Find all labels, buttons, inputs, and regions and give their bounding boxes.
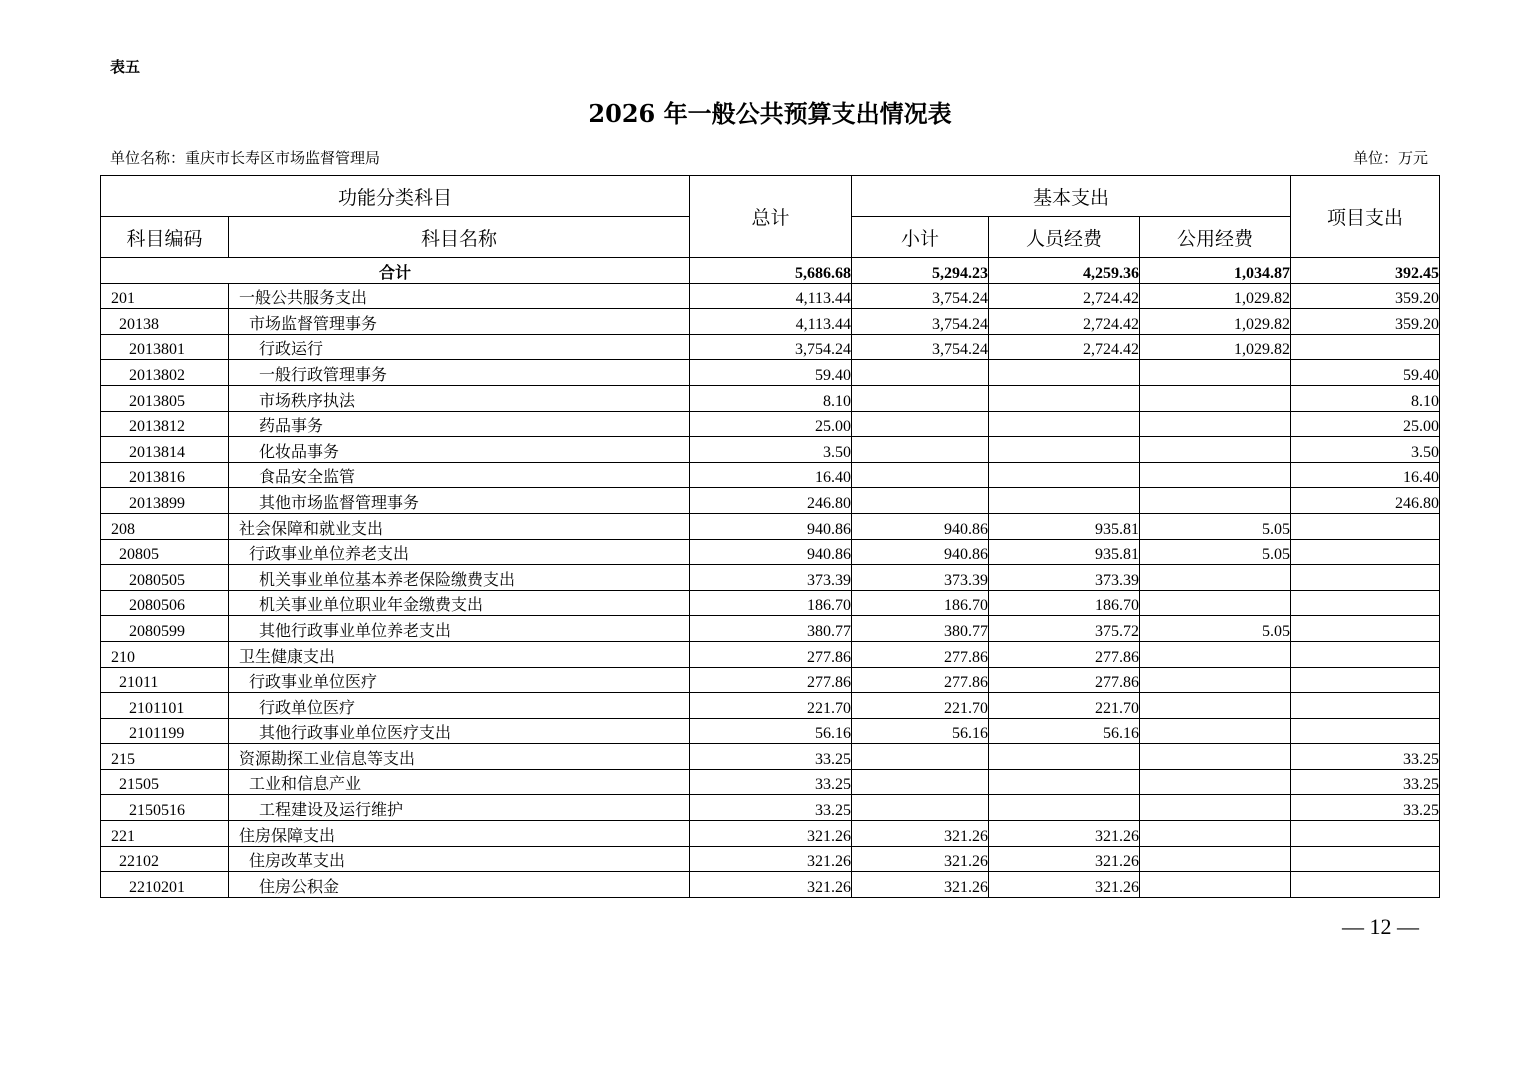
cell-public (1140, 744, 1291, 770)
cell-code: 2150516 (101, 795, 229, 821)
cell-code: 2101101 (101, 693, 229, 719)
cell-personnel: 935.81 (989, 513, 1140, 539)
header-functional-category: 功能分类科目 (101, 176, 690, 217)
cell-public (1140, 590, 1291, 616)
cell-name: 其他市场监督管理事务 (229, 488, 690, 514)
cell-total: 940.86 (690, 539, 852, 565)
cell-total: 59.40 (690, 360, 852, 386)
cell-personnel: 321.26 (989, 872, 1140, 898)
cell-personnel (989, 462, 1140, 488)
cell-code: 20805 (101, 539, 229, 565)
cell-personnel (989, 795, 1140, 821)
cell-total: 277.86 (690, 667, 852, 693)
header-project: 项目支出 (1291, 176, 1440, 258)
cell-subtotal (852, 462, 989, 488)
cell-code: 2013814 (101, 437, 229, 463)
cell-code: 2101199 (101, 718, 229, 744)
cell-name: 市场秩序执法 (229, 385, 690, 411)
cell-total: 3,754.24 (690, 334, 852, 360)
table-row (101, 385, 1440, 411)
cell-project (1291, 513, 1440, 539)
cell-code: 21011 (101, 667, 229, 693)
cell-project: 33.25 (1291, 769, 1440, 795)
cell-personnel (989, 437, 1140, 463)
cell-subtotal (852, 385, 989, 411)
cell-total: 33.25 (690, 769, 852, 795)
cell-subtotal (852, 437, 989, 463)
table-row (101, 437, 1440, 463)
table-row (101, 641, 1440, 667)
cell-code: 2013899 (101, 488, 229, 514)
cell-personnel: 2,724.42 (989, 309, 1140, 335)
cell-total: 277.86 (690, 641, 852, 667)
cell-name: 一般行政管理事务 (229, 360, 690, 386)
cell-public: 1,029.82 (1140, 283, 1291, 309)
cell-name: 工业和信息产业 (229, 769, 690, 795)
cell-total: 25.00 (690, 411, 852, 437)
cell-name: 化妆品事务 (229, 437, 690, 463)
cell-name: 食品安全监管 (229, 462, 690, 488)
cell-public (1140, 718, 1291, 744)
cell-name: 住房改革支出 (229, 846, 690, 872)
header-public: 公用经费 (1140, 217, 1291, 258)
cell-subtotal: 186.70 (852, 590, 989, 616)
cell-personnel: 277.86 (989, 667, 1140, 693)
table-row (101, 846, 1440, 872)
cell-project (1291, 641, 1440, 667)
cell-name: 住房公积金 (229, 872, 690, 898)
cell-public: 1,029.82 (1140, 309, 1291, 335)
cell-name: 一般公共服务支出 (229, 283, 690, 309)
table-row (101, 616, 1440, 642)
cell-code: 20138 (101, 309, 229, 335)
cell-project (1291, 821, 1440, 847)
cell-project (1291, 334, 1440, 360)
cell-subtotal (852, 795, 989, 821)
cell-total: 56.16 (690, 718, 852, 744)
cell-personnel: 935.81 (989, 539, 1140, 565)
cell-total: 940.86 (690, 513, 852, 539)
table-row (101, 718, 1440, 744)
cell-public (1140, 769, 1291, 795)
cell-project (1291, 872, 1440, 898)
cell-code: 2013816 (101, 462, 229, 488)
cell-total: 321.26 (690, 872, 852, 898)
header-name: 科目名称 (229, 217, 690, 258)
cell-code: 2013812 (101, 411, 229, 437)
cell-project (1291, 693, 1440, 719)
cell-subtotal: 56.16 (852, 718, 989, 744)
cell-public (1140, 488, 1291, 514)
cell-personnel: 321.26 (989, 846, 1140, 872)
table-row (101, 360, 1440, 386)
header-personnel: 人员经费 (989, 217, 1140, 258)
table-row (101, 513, 1440, 539)
cell-public: 5.05 (1140, 539, 1291, 565)
cell-personnel: 277.86 (989, 641, 1140, 667)
cell-code: 221 (101, 821, 229, 847)
cell-public (1140, 872, 1291, 898)
cell-subtotal (852, 769, 989, 795)
cell-code: 2013802 (101, 360, 229, 386)
table-row (101, 872, 1440, 898)
header-code: 科目编码 (101, 217, 229, 258)
table-row (101, 744, 1440, 770)
cell-total: 321.26 (690, 821, 852, 847)
cell-project: 359.20 (1291, 283, 1440, 309)
cell-name: 其他行政事业单位医疗支出 (229, 718, 690, 744)
cell-project (1291, 539, 1440, 565)
cell-project: 359.20 (1291, 309, 1440, 335)
cell-personnel: 2,724.42 (989, 334, 1140, 360)
header-subtotal: 小计 (852, 217, 989, 258)
cell-name: 行政事业单位养老支出 (229, 539, 690, 565)
header-total: 总计 (690, 176, 852, 258)
table-row (101, 411, 1440, 437)
cell-public (1140, 411, 1291, 437)
cell-total: 33.25 (690, 744, 852, 770)
total-public: 1,034.87 (1140, 258, 1291, 284)
cell-subtotal: 321.26 (852, 846, 989, 872)
cell-public (1140, 821, 1291, 847)
cell-project: 33.25 (1291, 744, 1440, 770)
cell-name: 市场监督管理事务 (229, 309, 690, 335)
cell-public (1140, 641, 1291, 667)
page-title: 2026 年一般公共预算支出情况表 (588, 99, 952, 128)
cell-personnel (989, 488, 1140, 514)
table-row (101, 590, 1440, 616)
total-row (101, 258, 1440, 284)
table-row (101, 821, 1440, 847)
cell-total: 8.10 (690, 385, 852, 411)
cell-subtotal: 940.86 (852, 539, 989, 565)
cell-name: 机关事业单位基本养老保险缴费支出 (229, 565, 690, 591)
cell-public (1140, 795, 1291, 821)
cell-subtotal: 3,754.24 (852, 309, 989, 335)
cell-subtotal: 277.86 (852, 667, 989, 693)
cell-name: 卫生健康支出 (229, 641, 690, 667)
cell-public (1140, 846, 1291, 872)
cell-code: 2080505 (101, 565, 229, 591)
cell-personnel (989, 769, 1140, 795)
cell-name: 机关事业单位职业年金缴费支出 (229, 590, 690, 616)
cell-total: 246.80 (690, 488, 852, 514)
table-row (101, 769, 1440, 795)
cell-public (1140, 360, 1291, 386)
table-row (101, 539, 1440, 565)
cell-public (1140, 462, 1291, 488)
cell-project (1291, 718, 1440, 744)
table-row (101, 795, 1440, 821)
cell-project (1291, 616, 1440, 642)
table-row (101, 667, 1440, 693)
cell-personnel: 56.16 (989, 718, 1140, 744)
cell-name: 行政运行 (229, 334, 690, 360)
cell-public (1140, 565, 1291, 591)
form-number: 表五 (110, 58, 141, 76)
cell-code: 2013801 (101, 334, 229, 360)
cell-total: 4,113.44 (690, 283, 852, 309)
cell-public (1140, 667, 1291, 693)
cell-personnel (989, 360, 1140, 386)
table-row (101, 283, 1440, 309)
cell-project: 246.80 (1291, 488, 1440, 514)
cell-subtotal: 277.86 (852, 641, 989, 667)
cell-subtotal: 380.77 (852, 616, 989, 642)
cell-personnel (989, 411, 1140, 437)
cell-code: 2080506 (101, 590, 229, 616)
cell-total: 33.25 (690, 795, 852, 821)
cell-project: 8.10 (1291, 385, 1440, 411)
cell-total: 373.39 (690, 565, 852, 591)
cell-personnel: 2,724.42 (989, 283, 1140, 309)
cell-name: 行政单位医疗 (229, 693, 690, 719)
table-row (101, 462, 1440, 488)
cell-name: 工程建设及运行维护 (229, 795, 690, 821)
header-basic: 基本支出 (852, 176, 1291, 217)
cell-subtotal (852, 744, 989, 770)
cell-subtotal: 321.26 (852, 872, 989, 898)
cell-code: 201 (101, 283, 229, 309)
total-subtotal: 5,294.23 (852, 258, 989, 284)
cell-project (1291, 565, 1440, 591)
table-row (101, 565, 1440, 591)
cell-code: 208 (101, 513, 229, 539)
cell-public: 5.05 (1140, 513, 1291, 539)
cell-total: 221.70 (690, 693, 852, 719)
cell-personnel: 186.70 (989, 590, 1140, 616)
cell-code: 2080599 (101, 616, 229, 642)
cell-personnel: 375.72 (989, 616, 1140, 642)
table-row (101, 334, 1440, 360)
cell-name: 资源勘探工业信息等支出 (229, 744, 690, 770)
cell-project: 25.00 (1291, 411, 1440, 437)
table-row (101, 309, 1440, 335)
cell-personnel: 221.70 (989, 693, 1140, 719)
cell-project (1291, 590, 1440, 616)
cell-total: 16.40 (690, 462, 852, 488)
cell-code: 2013805 (101, 385, 229, 411)
cell-subtotal (852, 360, 989, 386)
cell-total: 4,113.44 (690, 309, 852, 335)
page-number: — 12 — (1342, 914, 1419, 939)
cell-public: 5.05 (1140, 616, 1291, 642)
cell-public (1140, 385, 1291, 411)
cell-subtotal: 373.39 (852, 565, 989, 591)
cell-subtotal (852, 411, 989, 437)
cell-project: 59.40 (1291, 360, 1440, 386)
cell-project: 16.40 (1291, 462, 1440, 488)
cell-code: 21505 (101, 769, 229, 795)
total-personnel: 4,259.36 (989, 258, 1140, 284)
cell-public: 1,029.82 (1140, 334, 1291, 360)
cell-project (1291, 667, 1440, 693)
cell-code: 22102 (101, 846, 229, 872)
cell-project (1291, 846, 1440, 872)
cell-personnel: 373.39 (989, 565, 1140, 591)
cell-subtotal: 321.26 (852, 821, 989, 847)
budget-table (100, 175, 1440, 898)
cell-subtotal: 221.70 (852, 693, 989, 719)
total-project: 392.45 (1291, 258, 1440, 284)
cell-project: 3.50 (1291, 437, 1440, 463)
header-row-1 (101, 176, 1440, 217)
cell-public (1140, 437, 1291, 463)
cell-subtotal: 3,754.24 (852, 283, 989, 309)
cell-code: 2210201 (101, 872, 229, 898)
total-total: 5,686.68 (690, 258, 852, 284)
cell-personnel (989, 744, 1140, 770)
cell-code: 210 (101, 641, 229, 667)
cell-name: 其他行政事业单位养老支出 (229, 616, 690, 642)
cell-subtotal: 940.86 (852, 513, 989, 539)
cell-total: 186.70 (690, 590, 852, 616)
cell-subtotal (852, 488, 989, 514)
cell-public (1140, 693, 1291, 719)
cell-code: 215 (101, 744, 229, 770)
table-row (101, 693, 1440, 719)
cell-name: 药品事务 (229, 411, 690, 437)
cell-project: 33.25 (1291, 795, 1440, 821)
unit-name: 单位名称：重庆市长寿区市场监督管理局 (110, 149, 381, 167)
cell-total: 3.50 (690, 437, 852, 463)
total-label: 合计 (101, 258, 690, 284)
cell-total: 380.77 (690, 616, 852, 642)
cell-name: 住房保障支出 (229, 821, 690, 847)
cell-name: 社会保障和就业支出 (229, 513, 690, 539)
cell-total: 321.26 (690, 846, 852, 872)
cell-personnel (989, 385, 1140, 411)
unit-label: 单位：万元 (1352, 149, 1428, 167)
table-row (101, 488, 1440, 514)
cell-personnel: 321.26 (989, 821, 1140, 847)
cell-name: 行政事业单位医疗 (229, 667, 690, 693)
cell-subtotal: 3,754.24 (852, 334, 989, 360)
